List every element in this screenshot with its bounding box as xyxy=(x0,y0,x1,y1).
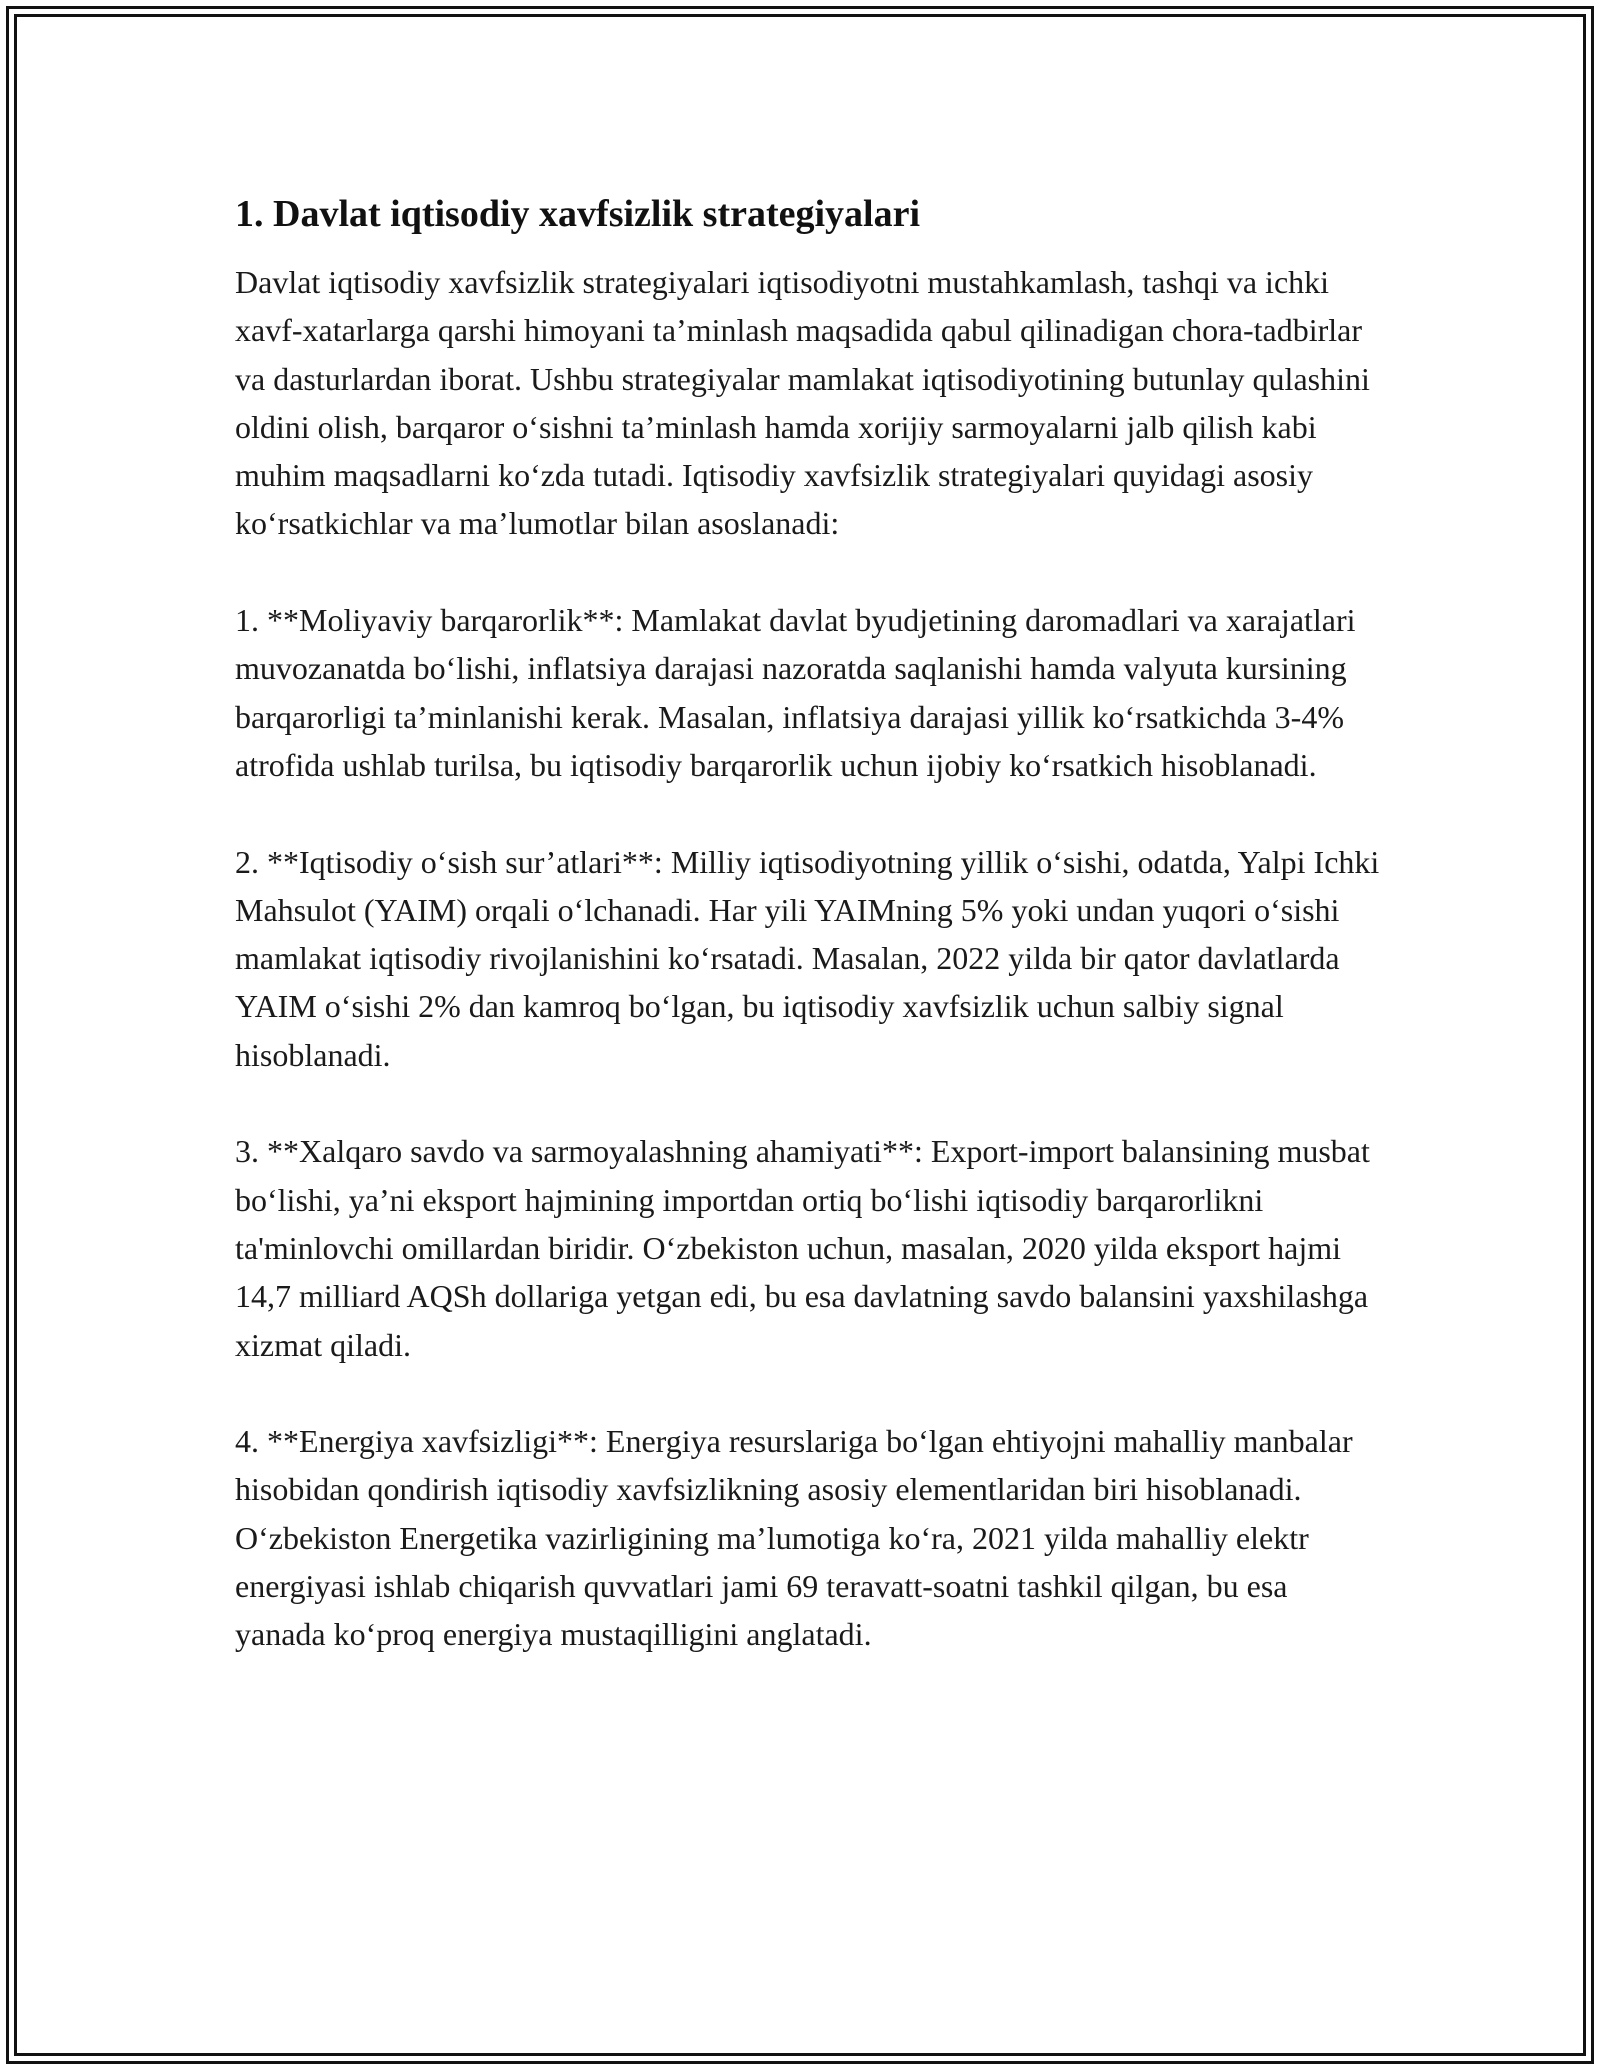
section-heading: 1. Davlat iqtisodiy xavfsizlik strategiyalari xyxy=(235,193,921,235)
list-item-energy-security: 4. **Energiya xavfsizligi**: Energiya resurslariga bo‘lgan ehtiyojni mahalliy manbalar hisobidan qondirish iqtisodiy xavfsizlikning asosiy elementlaridan biri hisoblanadi. O‘zbekiston Energetika vazirligining ma’lumotiga ko‘ra, 2021 yilda mahalliy elektr energiyasi ishlab chiqarish quvvatlari jami 69 teravatt-soatni tashkil qilgan, bu esa yanada ko‘proq energiya mustaqilligini anglatadi. xyxy=(235,1423,1353,1653)
list-item-economic-growth: 2. **Iqtisodiy o‘sish sur’atlari**: Milliy iqtisodiyotning yillik o‘sishi, odatda, Yalpi Ichki Mahsulot (YAIM) orqali o‘lchanadi. Har yili YAIMning 5% yoki undan yuqori o‘sishi mamlakat iqtisodiy rivojlanishini ko‘rsatadi. Masalan, 2022 yilda bir qator davlatlarda YAIM o‘sishi 2% dan kamroq bo‘lgan, bu iqtisodiy xavfsizlik uchun salbiy signal hisoblanadi. xyxy=(235,843,1380,1073)
document-body xyxy=(235,186,1385,1659)
intro-paragraph: Davlat iqtisodiy xavfsizlik strategiyalari iqtisodiyotni mustahkamlash, tashqi va ichki xavf-xatarlarga qarshi himoyani ta’minlash maqsadida qabul qilinadigan chora-tadbirlar va dasturlardan iborat. Ushbu strategiyalar mamlakat iqtisodiyotining butunlay qulashini oldini olish, barqaror o‘sishni ta’minlash hamda xorijiy sarmoyalarni jalb qilish kabi muhim maqsadlarni ko‘zda tutadi. Iqtisodiy xavfsizlik strategiyalari quyidagi asosiy ko‘rsatkichlar va ma’lumotlar bilan asoslanadi: xyxy=(235,264,1370,542)
list-item-international-trade: 3. **Xalqaro savdo va sarmoyalashning ahamiyati**: Export-import balansining musbat bo‘lishi, ya’ni eksport hajmining importdan ortiq bo‘lishi iqtisodiy barqarorlikni ta'minlovchi omillardan biridir. O‘zbekiston uchun, masalan, 2020 yilda eksport hajmi 14,7 milliard AQSh dollariga yetgan edi, bu esa davlatning savdo balansini yaxshilashga xizmat qiladi. xyxy=(235,1133,1370,1363)
list-item-financial-stability: 1. **Moliyaviy barqarorlik**: Mamlakat davlat byudjetining daromadlari va xarajatlari muvozanatda bo‘lishi, inflatsiya darajasi nazoratda saqlanishi hamda valyuta kursining barqarorligi ta’minlanishi kerak. Masalan, inflatsiya darajasi yillik ko‘rsatkichda 3-4% atrofida ushlab turilsa, bu iqtisodiy barqarorlik uchun ijobiy ko‘rsatkich hisoblanadi. xyxy=(235,602,1356,783)
